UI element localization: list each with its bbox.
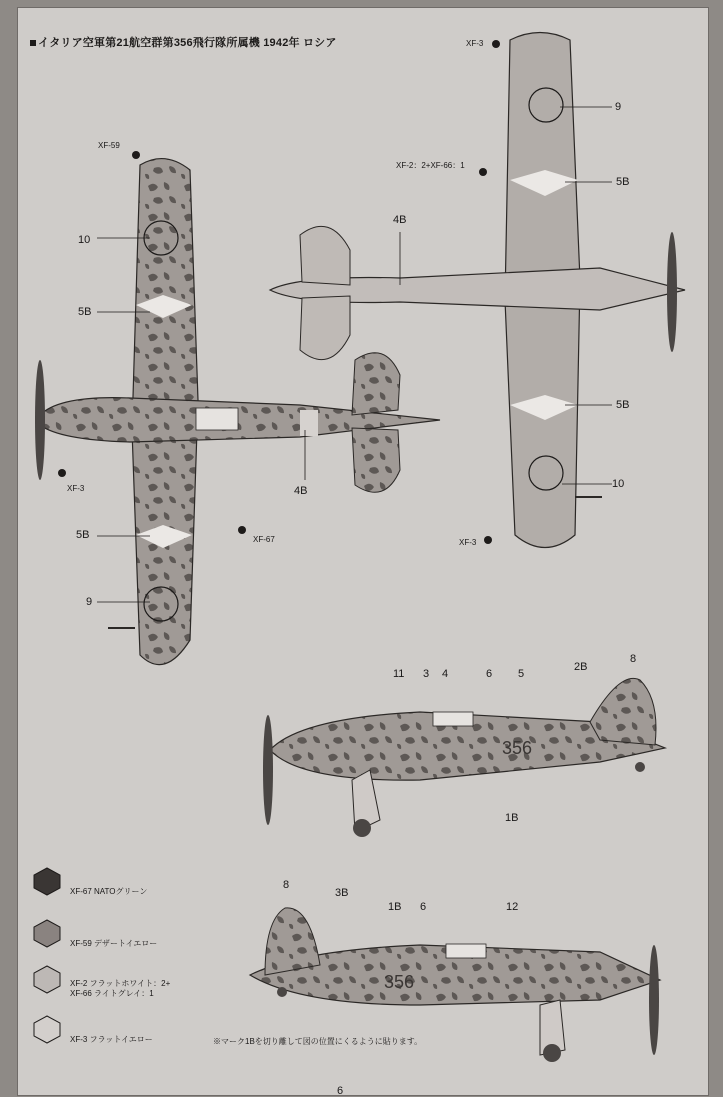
label-5b-top-right-b: 5B xyxy=(616,399,630,411)
label-9-top-left: 9 xyxy=(86,596,93,608)
paint-swatch-xf2-xf66 xyxy=(32,964,62,994)
label-xf3-top-left: XF-3 xyxy=(67,484,85,493)
paint-swatch-xf67 xyxy=(32,866,62,896)
aircraft-left-side-view xyxy=(263,678,665,837)
label-3: 3 xyxy=(423,668,430,680)
label-12: 12 xyxy=(506,901,519,913)
legend-item-xf3 xyxy=(70,1035,153,1045)
legend-name-xf67: NATOグリーン xyxy=(94,887,148,896)
legend-line2-xf66: XF-66 ライトグレイ：1 xyxy=(70,989,154,998)
label-xf3-top-right-a: XF-3 xyxy=(466,39,484,48)
label-3b: 3B xyxy=(335,887,349,899)
label-8-side2: 8 xyxy=(283,879,290,891)
label-5: 5 xyxy=(518,668,525,680)
legend-code-xf2: XF-2 xyxy=(70,979,88,988)
legend-code-xf67: XF-67 xyxy=(70,887,92,896)
label-xf59: XF-59 xyxy=(98,141,120,150)
label-mix-top-right: XF-2：2+XF-66：1 xyxy=(396,161,465,170)
legend-name-xf2: フラットホワイト：2+ xyxy=(89,979,171,988)
legend-item-xf59 xyxy=(70,939,157,949)
legend-name-xf3: フラットイエロー xyxy=(89,1035,153,1044)
label-10-top-right: 10 xyxy=(612,478,625,490)
label-6-side2: 6 xyxy=(420,901,427,913)
aircraft-bottom-view xyxy=(270,33,685,548)
legend-code-xf3: XF-3 xyxy=(70,1035,88,1044)
label-4b-top-right: 4B xyxy=(393,214,407,226)
page-title-text: イタリア空軍第21航空群第356飛行隊所属機 1942年 ロシア xyxy=(38,37,337,49)
label-11: 11 xyxy=(393,668,405,680)
label-8-side1: 8 xyxy=(630,653,637,665)
legend-name-xf59: デザートイエロー xyxy=(94,939,158,948)
label-9-top-right: 9 xyxy=(615,101,622,113)
paint-swatch-xf3 xyxy=(32,1014,62,1044)
label-1b-side2: 1B xyxy=(388,901,402,913)
label-xf3-top-right-b: XF-3 xyxy=(459,538,477,547)
aircraft-code-side2: 356 xyxy=(384,972,415,992)
label-1b-side1: 1B xyxy=(505,812,519,824)
decal-note: ※マーク1Bを切り離して図の位置にくるように貼ります。 xyxy=(213,1037,423,1046)
aircraft-code-side1: 356 xyxy=(502,738,533,758)
legend-item-xf67 xyxy=(70,887,147,897)
label-6-side1: 6 xyxy=(486,668,493,680)
label-5b-top-left-a: 5B xyxy=(78,306,92,318)
label-5b-top-left-b: 5B xyxy=(76,529,90,541)
label-5b-top-right-a: 5B xyxy=(616,176,630,188)
label-10-top-left: 10 xyxy=(78,234,91,246)
legend-item-xf2-xf66 xyxy=(70,979,170,999)
label-4b-top-left: 4B xyxy=(294,485,308,497)
label-2b: 2B xyxy=(574,661,588,673)
label-xf67: XF-67 xyxy=(253,535,275,544)
label-4: 4 xyxy=(442,668,449,680)
paint-swatch-xf59 xyxy=(32,918,62,948)
page-number: 6 xyxy=(337,1085,344,1097)
aircraft-top-view xyxy=(35,151,440,665)
legend-code-xf59: XF-59 xyxy=(70,939,92,948)
